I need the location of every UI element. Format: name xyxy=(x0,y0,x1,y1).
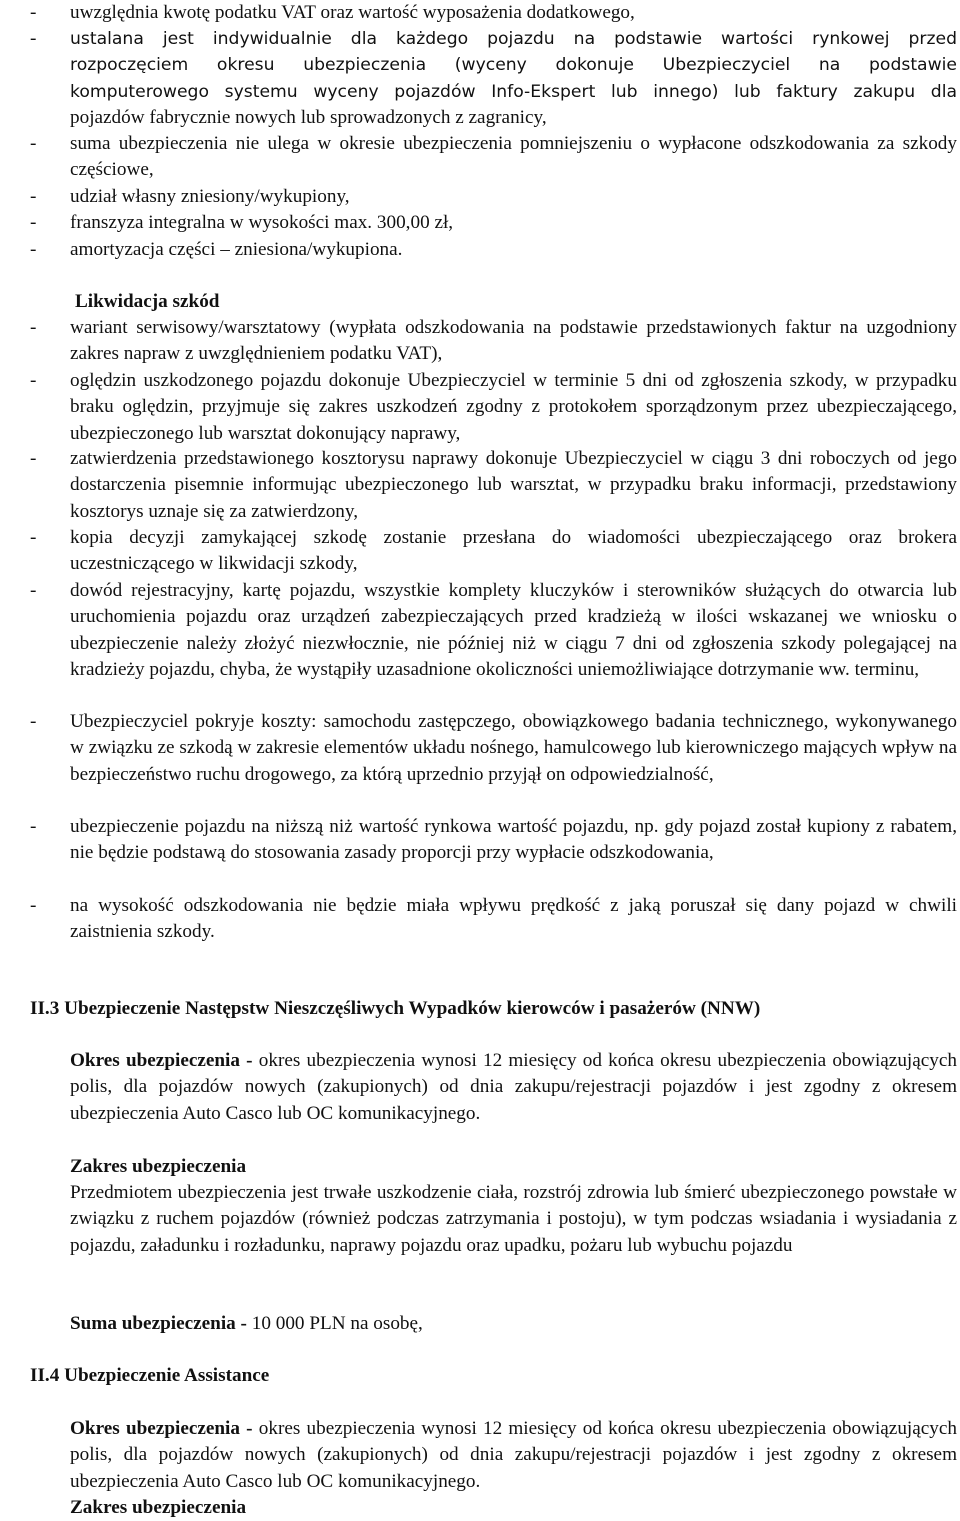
list-item: - Ubezpieczyciel pokryje koszty: samochodu zastępczego, obowiązkowego badania technicznego, wykonywanego w związku ze szkodą w zakresie elementów układu nośnego, hamulcowego lub kierowniczego mających wpływ na bezpieczeństwo ruchu drogowego, za którą uprzednio przyjął on odpowiedzialność, xyxy=(30,711,957,785)
assistance-scope-label: Zakres ubezpieczenia xyxy=(70,1497,247,1518)
list-item: - na wysokość odszkodowania nie będzie miała wpływu prędkość z jaką poruszał się dany pojazd w chwili zaistnienia szkody. xyxy=(30,895,957,943)
list-item: - uwzględnia kwotę podatku VAT oraz wartość wyposażenia dodatkowego, xyxy=(30,2,635,23)
nnw-period-text: okres ubezpieczenia wynosi 12 miesięcy od końca okresu ubezpieczenia obowiązujących polis, dla pojazdów nowych (zakupionych) od dnia zakupu/rejestracji pojazdów i jest zgodny z okresem ubezpieczenia Auto Casco lub OC komunikacyjnego. xyxy=(70,1050,957,1124)
list-item: - amortyzacja części – zniesiona/wykupiona. xyxy=(30,239,403,260)
nnw-period-label: Okres ubezpieczenia - xyxy=(70,1050,253,1071)
list-item: - zatwierdzenia przedstawionego kosztorysu naprawy dokonuje Ubezpieczyciel w ciągu 3 dni roboczych od jego dostarczenia pisemnie informując ubezpieczonego lub warsztat, w przypadku braku informacji, przedstawiony kosztorys uznaje się za zatwierdzony, xyxy=(30,448,957,522)
list-item: - dowód rejestracyjny, kartę pojazdu, wszystkie komplety kluczyków i sterowników służących do otwarcia lub uruchomienia pojazdu oraz urządzeń zabezpieczających przed kradzieżą w ilości wskazanej we wniosku o ubezpieczenie należy złożyć niezwłocznie, nie później niż w ciągu 7 dni od zgłoszenia szkody polegającej na kradzieży pojazdu, chyba, że wystąpiły uzasadnione okoliczności uniemożliwiające dotrzymanie ww. terminu, xyxy=(30,580,957,680)
nnw-scope-label: Zakres ubezpieczenia xyxy=(70,1156,247,1177)
nnw-sum-paragraph xyxy=(70,1311,957,1337)
nnw-sum-label: Suma ubezpieczenia - xyxy=(70,1313,247,1334)
list-item: - udział własny zniesiony/wykupiony, xyxy=(30,186,350,207)
list-item: - wariant serwisowy/warsztatowy (wypłata odszkodowania na podstawie przedstawionych faktur na uzgodniony zakres napraw z uwzględnieniem podatku VAT), xyxy=(30,317,957,365)
list-item: - suma ubezpieczenia nie ulega w okresie ubezpieczenia pomniejszeniu o wypłacone odszkodowania za szkody częściowe, xyxy=(30,133,957,181)
list-item: - kopia decyzji zamykającej szkodę zostanie przesłana do wiadomości ubezpieczającego oraz brokera uczestniczącego w likwidacji szkody, xyxy=(30,527,957,575)
nnw-scope-text: Przedmiotem ubezpieczenia jest trwałe uszkodzenie ciała, rozstrój zdrowia lub śmierć ubezpieczonego powstałe w związku z ruchem pojazdów (również podczas zatrzymania i postoju), w tym podczas wsiadania i wysiadania z pojazdu, załadunku i rozładunku, naprawy pojazdu oraz upadku, pożaru lub wybuchu pojazdu xyxy=(70,1182,957,1256)
list-item: - franszyza integralna w wysokości max. 300,00 zł, xyxy=(30,212,454,233)
section-heading-assistance: II.4 Ubezpieczenie Assistance xyxy=(30,1365,270,1386)
list-item-valuation: - ustalana jest indywidualnie dla każdego pojazdu na podstawie wartości rynkowej przed rozpoczęciem okresu ubezpieczenia (wyceny dokonuje Ubezpieczyciel na podstawie komputerowego systemu wyceny pojazdów Info-Ekspert lub innego) lub faktury zakupu dla pojazdów fabrycznie nowych lub sprowadzonych z zagranicy, xyxy=(30,28,957,128)
list-item: - ubezpieczenie pojazdu na niższą niż wartość rynkowa wartość pojazdu, np. gdy pojazd został kupiony z rabatem, nie będzie podstawą do stosowania zasady proporcji przy wypłacie odszkodowania, xyxy=(30,816,957,864)
section-heading-liquidation: Likwidacja szkód xyxy=(75,291,220,312)
section-heading-nnw: II.3 Ubezpieczenie Następstw Nieszczęśliwych Wypadków kierowców i pasażerów (NNW) xyxy=(30,998,761,1019)
nnw-sum-text: 10 000 PLN na osobę, xyxy=(251,1313,423,1334)
nnw-period-paragraph xyxy=(70,1048,957,1127)
assistance-period-label: Okres ubezpieczenia - xyxy=(70,1418,253,1439)
list-item: - oględzin uszkodzonego pojazdu dokonuje Ubezpieczyciel w terminie 5 dni od zgłoszenia szkody, w przypadku braku oględzin, przyjmuje się zakres uszkodzeń zgodny z protokołem sporządzonym przez ubezpieczającego, ubezpieczonego lub warsztat dokonujący naprawy, xyxy=(30,370,957,444)
assistance-period-text: okres ubezpieczenia wynosi 12 miesięcy od końca okresu ubezpieczenia obowiązujących polis, dla pojazdów nowych (zakupionych) od dnia zakupu/rejestracji pojazdów i jest zgodny z okresem ubezpieczenia Auto Casco lub OC komunikacyjnego. xyxy=(70,1418,957,1492)
assistance-period-paragraph xyxy=(70,1416,957,1495)
